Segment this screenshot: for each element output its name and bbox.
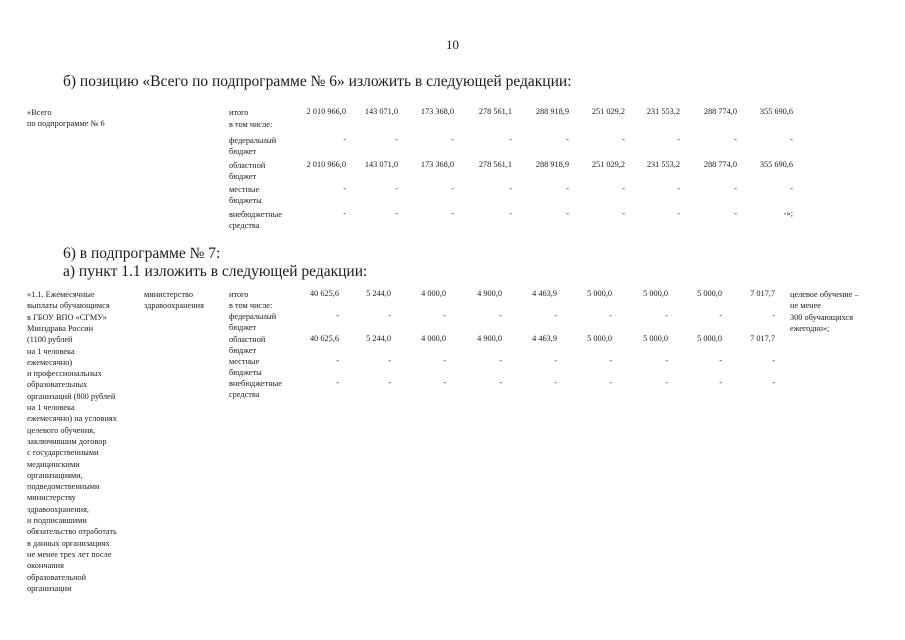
value-cell: - [790, 135, 793, 144]
item-description: окончания [27, 561, 64, 571]
item-description: организаций (800 рублей [27, 391, 116, 401]
value-cell: 5 000,0 [643, 289, 668, 298]
value-cell: 5 000,0 [697, 289, 722, 298]
value-cell: - [677, 184, 680, 193]
value-cell: 143 071,0 [364, 160, 398, 169]
value-cell: - [499, 356, 502, 365]
value-cell: - [719, 378, 722, 387]
value-cell: - [395, 209, 398, 218]
item-description: организации [27, 583, 72, 593]
responsible-executor: здравоохранения [144, 301, 204, 311]
value-cell: - [395, 184, 398, 193]
value-cell: - [665, 378, 668, 387]
value-cell: - [336, 378, 339, 387]
value-cell: - [343, 135, 346, 144]
value-cell: - [451, 135, 454, 144]
item-description: выплаты обучающимся [27, 301, 110, 311]
item-description: на 1 человека [27, 403, 75, 412]
value-cell: 5 000,0 [643, 334, 668, 343]
funding-source: федеральный [229, 312, 277, 321]
item-description: образовательных [27, 380, 88, 390]
value-cell: - [622, 135, 625, 144]
value-cell: 173 368,0 [420, 160, 454, 169]
value-cell: 173 368,0 [420, 107, 454, 116]
value-cell: - [343, 184, 346, 193]
value-cell: 5 000,0 [587, 289, 612, 298]
value-cell: 4 900,0 [477, 289, 502, 298]
funding-source: местные [229, 357, 260, 366]
target-indicator: целевое обучение – [790, 290, 859, 299]
value-cell: 288 918,9 [535, 160, 569, 169]
value-cell: 251 029,2 [591, 107, 625, 116]
value-cell: - [772, 356, 775, 365]
value-cell: - [790, 184, 793, 193]
funding-source: итого [229, 108, 249, 117]
value-cell: - [554, 311, 557, 320]
funding-source: бюджет [229, 323, 257, 333]
item-description: обязательство отработать [27, 527, 117, 537]
item-description: министерству [27, 493, 76, 503]
value-cell: -»; [783, 209, 793, 218]
page-number: 10 [446, 37, 459, 52]
funding-source: средства [229, 390, 260, 400]
value-cell: - [665, 356, 668, 365]
value-cell: 251 029,2 [591, 160, 625, 169]
item-description: целевого обучения, [27, 425, 96, 435]
value-cell: 355 690,6 [759, 160, 793, 169]
funding-source: бюджет [229, 172, 257, 182]
item-description: образовательной [27, 572, 87, 582]
item-description: (1100 рублей [27, 335, 73, 345]
value-cell: 4 000,0 [421, 334, 446, 343]
target-indicator: не менее [790, 301, 821, 311]
value-cell: - [388, 311, 391, 320]
target-indicator: ежегодно»; [790, 323, 830, 333]
heading-subprogram-7: 6) в подпрограмме № 7: [63, 245, 221, 262]
funding-source: областной [229, 161, 266, 170]
value-cell: 231 553,2 [646, 160, 680, 169]
value-cell: - [451, 184, 454, 193]
value-cell: 40 625,6 [309, 334, 339, 343]
value-cell: - [443, 311, 446, 320]
funding-source: в том числе: [229, 120, 273, 129]
value-cell: - [665, 311, 668, 320]
value-cell: - [336, 356, 339, 365]
item-description: ежемесячно) на условиях [27, 414, 117, 424]
value-cell: - [388, 356, 391, 365]
funding-source: бюджет [229, 147, 257, 157]
row-label: «Всего [27, 108, 52, 117]
value-cell: - [719, 356, 722, 365]
value-cell: 288 774,0 [703, 160, 737, 169]
value-cell: 7 017,7 [750, 289, 775, 298]
value-cell: - [509, 184, 512, 193]
item-description: и подписавшими [27, 516, 87, 525]
funding-source: внебюджетные [229, 379, 282, 388]
item-description: здравоохранения, [27, 504, 90, 514]
funding-source: бюджеты [229, 196, 262, 206]
value-cell: - [566, 209, 569, 218]
target-indicator: 300 обучающихся [790, 312, 854, 322]
value-cell: - [622, 209, 625, 218]
item-description: в ГБОУ ВПО «СГМУ» [27, 312, 107, 322]
value-cell: - [443, 356, 446, 365]
value-cell: 2 010 966,0 [306, 160, 346, 169]
value-cell: - [772, 378, 775, 387]
funding-source: местные [229, 185, 260, 194]
value-cell: 355 690,6 [759, 107, 793, 116]
item-description: организациями, [27, 470, 83, 480]
value-cell: - [443, 378, 446, 387]
value-cell: - [719, 311, 722, 320]
value-cell: - [554, 378, 557, 387]
funding-source: областной [229, 335, 266, 344]
value-cell: - [609, 378, 612, 387]
value-cell: - [772, 311, 775, 320]
value-cell: 7 017,7 [750, 334, 775, 343]
responsible-executor: министерство [144, 290, 194, 299]
value-cell: - [499, 311, 502, 320]
value-cell: - [451, 209, 454, 218]
heading-b: б) позицию «Всего по подпрограмме № 6» изложить в следующей редакции: [63, 73, 572, 90]
value-cell: - [566, 184, 569, 193]
funding-source: бюджеты [229, 368, 262, 378]
item-description: медицинскими [27, 459, 80, 469]
value-cell: - [677, 135, 680, 144]
value-cell: - [622, 184, 625, 193]
value-cell: - [499, 378, 502, 387]
value-cell: 5 244,0 [366, 334, 391, 343]
value-cell: 278 561,1 [478, 107, 512, 116]
value-cell: 4 463,9 [532, 289, 557, 298]
value-cell: - [343, 209, 346, 218]
value-cell: - [609, 311, 612, 320]
value-cell: 5 000,0 [587, 334, 612, 343]
value-cell: - [734, 135, 737, 144]
value-cell: 5 244,0 [366, 289, 391, 298]
value-cell: - [336, 311, 339, 320]
funding-source: федеральный [229, 136, 277, 145]
value-cell: - [566, 135, 569, 144]
value-cell: - [734, 209, 737, 218]
value-cell: 4 463,9 [532, 334, 557, 343]
item-description: не менее трех лет после [27, 549, 112, 559]
funding-source: средства [229, 221, 260, 231]
value-cell: 231 553,2 [646, 107, 680, 116]
item-description: с государственными [27, 448, 99, 458]
item-description: ежемесячно) [27, 357, 73, 367]
funding-source: в том числе: [229, 301, 273, 311]
funding-source: итого [229, 290, 249, 299]
value-cell: - [395, 135, 398, 144]
value-cell: 4 900,0 [477, 334, 502, 343]
row-label: по подпрограмме № 6 [27, 119, 105, 129]
item-description: Минздрава России [27, 323, 94, 333]
item-description: подведомственными [27, 482, 100, 492]
value-cell: - [609, 356, 612, 365]
value-cell: 288 918,9 [535, 107, 569, 116]
value-cell: 4 000,0 [421, 289, 446, 298]
item-description: и профессиональных [27, 369, 102, 379]
funding-source: внебюджетные [229, 210, 282, 219]
value-cell: 288 774,0 [703, 107, 737, 116]
value-cell: - [677, 209, 680, 218]
value-cell: 40 625,6 [309, 289, 339, 298]
value-cell: 2 010 966,0 [306, 107, 346, 116]
item-description: на 1 человека [27, 346, 75, 356]
value-cell: - [734, 184, 737, 193]
value-cell: - [509, 209, 512, 218]
value-cell: 5 000,0 [697, 334, 722, 343]
item-description: «1.1. Ежемесячные [27, 290, 95, 299]
value-cell: 143 071,0 [364, 107, 398, 116]
value-cell: 278 561,1 [478, 160, 512, 169]
item-description: заключившим договор [27, 436, 107, 446]
funding-source: бюджет [229, 346, 257, 356]
value-cell: - [554, 356, 557, 365]
value-cell: - [509, 135, 512, 144]
item-description: в данных организациях [27, 538, 110, 548]
heading-a: а) пункт 1.1 изложить в следующей редакции: [63, 263, 368, 280]
value-cell: - [388, 378, 391, 387]
